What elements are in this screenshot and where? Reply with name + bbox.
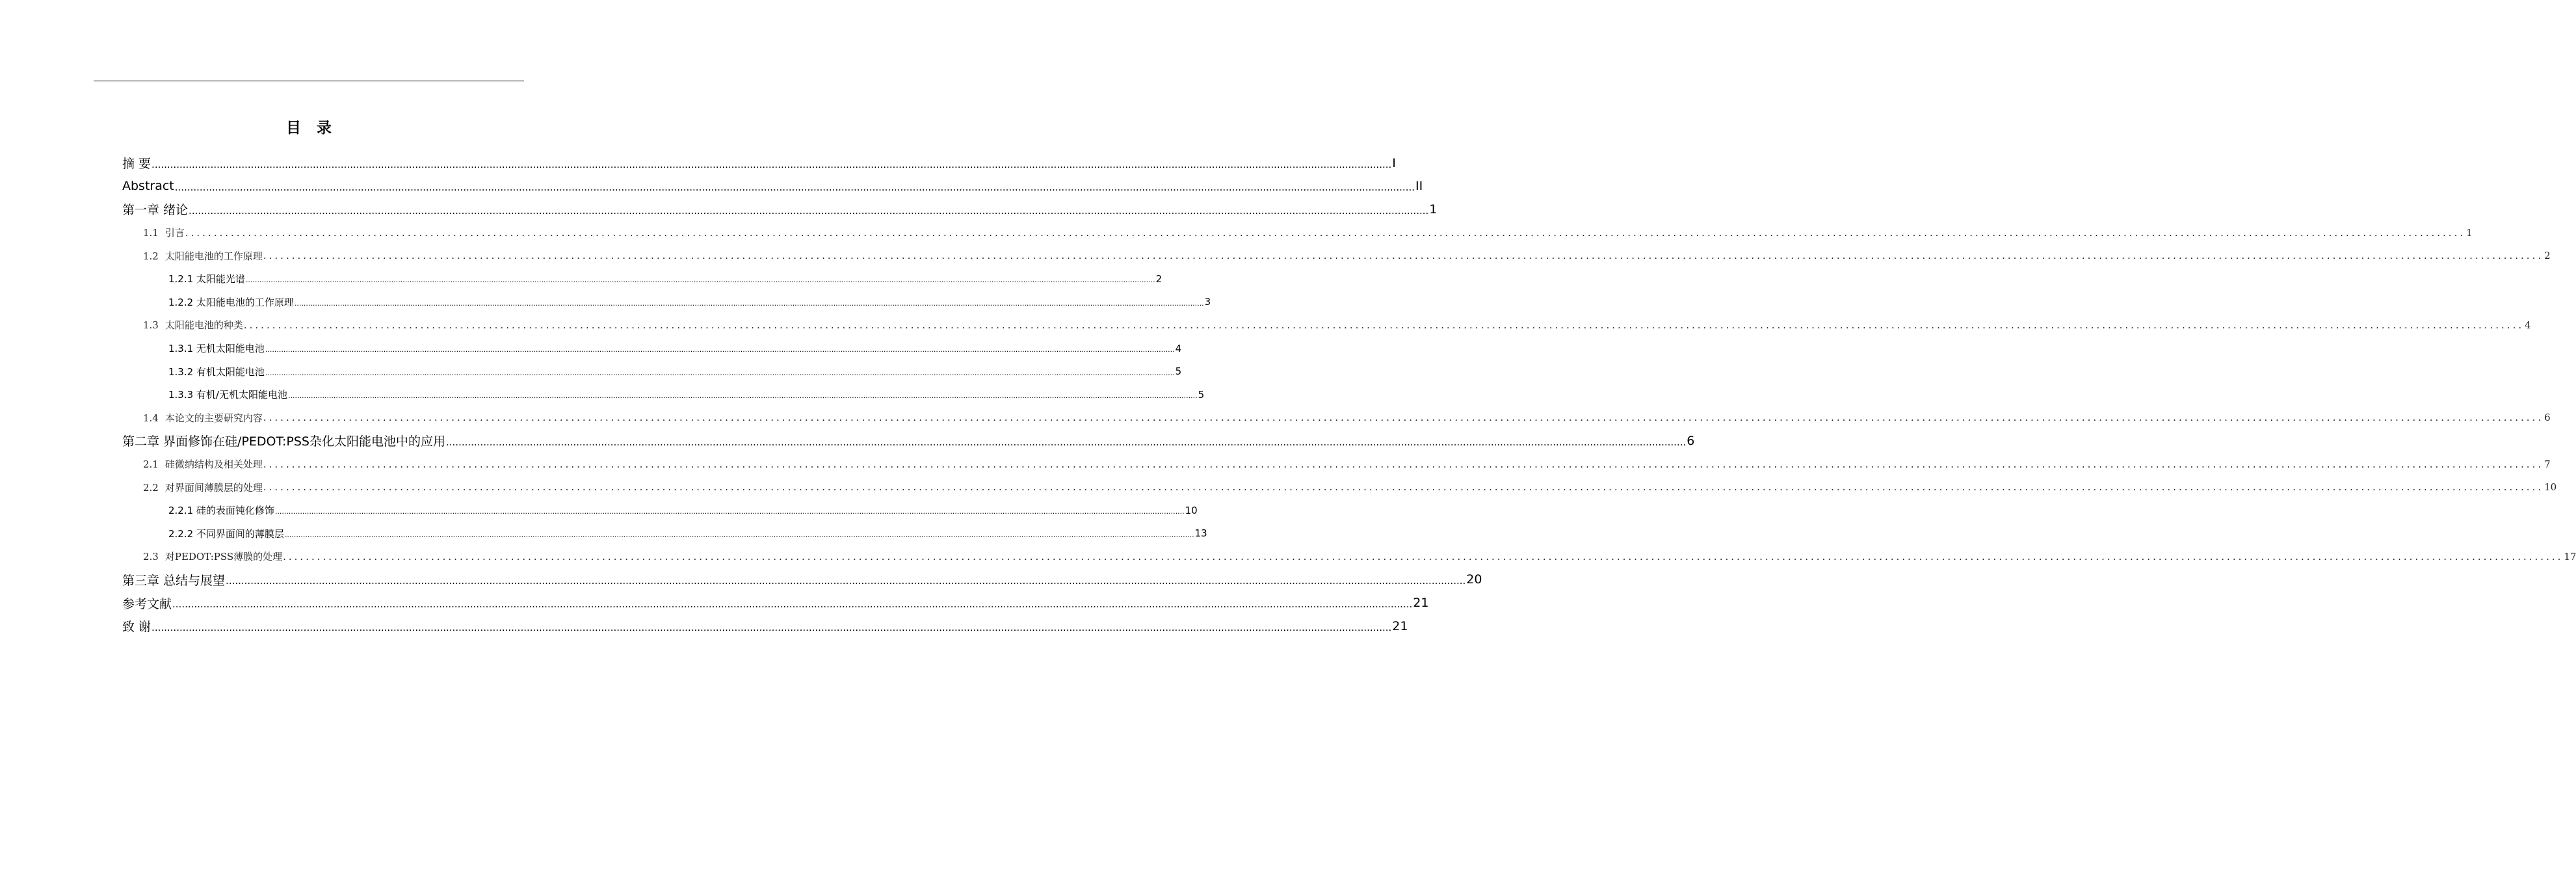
toc-page-number: 2: [1155, 272, 1163, 285]
dot-leader: ................................................................................................................................................................................................................................................................................................................................................................................................................: [263, 458, 2544, 470]
toc-entry-label: 硅微纳结构及相关处理: [164, 458, 263, 471]
dot-leader: ................................................................................................................................................................................................................................................................................................................................................................................................................: [172, 598, 1413, 611]
toc-entry-title: [143, 318, 243, 332]
toc-entry[interactable]: [122, 545, 2576, 568]
toc-entry-title: 第一章 绪论: [122, 203, 189, 218]
toc-entry-title: [143, 249, 263, 263]
toc-page-number: 6: [1687, 433, 1695, 448]
dot-leader: ................................................................................................................................................................................................................................................................................................................................................................................................................: [284, 530, 1194, 539]
toc-entry[interactable]: [122, 152, 1396, 175]
toc-page-number: 2: [2544, 250, 2551, 262]
table-of-contents: [122, 152, 2576, 637]
toc-page-number: 21: [1392, 618, 1408, 633]
toc-page-number: 3: [1204, 296, 1211, 308]
toc-entry-label: 对PEDOT:PSS薄膜的处理: [164, 551, 283, 563]
toc-entry[interactable]: [122, 591, 1429, 615]
dot-leader: ................................................................................................................................................................................................................................................................................................................................................................................................................: [265, 368, 1175, 377]
dot-leader: ................................................................................................................................................................................................................................................................................................................................................................................................................: [151, 621, 1392, 633]
toc-entry-title: 2.2.1 硅的表面钝化修饰: [168, 505, 274, 517]
toc-page-number: 6: [2544, 412, 2551, 424]
dot-leader: ................................................................................................................................................................................................................................................................................................................................................................................................................: [151, 158, 1392, 170]
toc-entry[interactable]: [122, 475, 2557, 499]
toc-page-number: 1: [2466, 226, 2473, 239]
dot-leader: ................................................................................................................................................................................................................................................................................................................................................................................................................: [288, 391, 1198, 401]
toc-entry[interactable]: [122, 522, 1207, 546]
toc-entry-title: 第二章 界面修饰在硅/PEDOT:PSS杂化太阳能电池中的应用: [122, 434, 445, 449]
toc-entry-label: 太阳能电池的工作原理: [164, 250, 263, 262]
toc-entry[interactable]: [122, 383, 1205, 406]
toc-page-number: 5: [1175, 365, 1182, 378]
toc-page-number: 1: [1429, 202, 1438, 217]
toc-entry[interactable]: [122, 291, 1211, 314]
toc-page-number: 4: [1175, 342, 1182, 354]
dot-leader: ................................................................................................................................................................................................................................................................................................................................................................................................................: [243, 319, 2525, 331]
page-title: [0, 116, 618, 137]
toc-page-number: 21: [1413, 596, 1429, 611]
dot-leader: ................................................................................................................................................................................................................................................................................................................................................................................................................: [226, 575, 1466, 587]
toc-entry-number: 1.3: [143, 319, 159, 332]
toc-entry-title: [143, 457, 263, 471]
toc-entry[interactable]: [122, 499, 1198, 522]
dot-leader: ................................................................................................................................................................................................................................................................................................................................................................................................................: [174, 181, 1415, 194]
toc-entry-title: 1.3.3 有机/无机太阳能电池: [168, 389, 287, 401]
toc-entry[interactable]: [122, 568, 1482, 592]
toc-entry-number: 1.1: [143, 227, 159, 239]
toc-entry[interactable]: [122, 313, 2531, 337]
toc-entry-title: 1.3.1 无机太阳能电池: [168, 343, 265, 355]
toc-entry-number: 2.3: [143, 551, 159, 563]
toc-page-number: I: [1392, 155, 1396, 170]
toc-entry-title: [143, 481, 263, 494]
toc-entry-title: 1.2.2 太阳能电池的工作原理: [168, 296, 294, 308]
toc-entry-title: 摘 要: [122, 157, 151, 172]
dot-leader: ................................................................................................................................................................................................................................................................................................................................................................................................................: [263, 250, 2544, 262]
toc-entry[interactable]: [122, 221, 2473, 245]
toc-entry-number: 1.4: [143, 412, 159, 424]
toc-entry-title: Abstract: [122, 179, 174, 194]
toc-entry-label: 引言: [164, 227, 185, 239]
dot-leader: ................................................................................................................................................................................................................................................................................................................................................................................................................: [265, 345, 1175, 354]
dot-leader: ................................................................................................................................................................................................................................................................................................................................................................................................................: [446, 436, 1687, 448]
toc-entry[interactable]: [122, 198, 1438, 221]
toc-entry[interactable]: [122, 615, 1408, 638]
toc-entry-label: 本论文的主要研究内容: [164, 412, 263, 424]
toc-page-number: 5: [1198, 388, 1205, 401]
toc-entry-title: [143, 411, 263, 425]
toc-page-number: 20: [1466, 572, 1482, 587]
dot-leader: ................................................................................................................................................................................................................................................................................................................................................................................................................: [283, 550, 2564, 563]
dot-leader: ................................................................................................................................................................................................................................................................................................................................................................................................................: [294, 298, 1204, 308]
toc-entry-title: 2.2.2 不同界面间的薄膜层: [168, 527, 284, 540]
toc-page-number: 13: [1194, 527, 1207, 540]
dot-leader: ................................................................................................................................................................................................................................................................................................................................................................................................................: [185, 226, 2466, 239]
toc-entry[interactable]: [122, 337, 1182, 360]
toc-entry[interactable]: [122, 406, 2551, 430]
dot-leader: ................................................................................................................................................................................................................................................................................................................................................................................................................: [189, 204, 1429, 217]
toc-page-number: 17: [2564, 550, 2576, 563]
toc-page-number: 10: [2544, 481, 2557, 494]
toc-entry-title: [143, 550, 282, 563]
toc-entry-label: 太阳能电池的种类: [164, 319, 243, 332]
toc-entry-title: [143, 226, 185, 239]
toc-entry[interactable]: [122, 267, 1163, 291]
toc-page-number: 7: [2544, 458, 2551, 470]
dot-leader: ................................................................................................................................................................................................................................................................................................................................................................................................................: [245, 276, 1155, 285]
toc-entry[interactable]: [122, 244, 2551, 267]
toc-entry[interactable]: [122, 360, 1182, 383]
toc-entry-label: 对界面间薄膜层的处理: [164, 481, 263, 494]
toc-page-number: 4: [2525, 319, 2531, 331]
toc-entry-title: 1.2.1 太阳能光谱: [168, 273, 245, 285]
dot-leader: ................................................................................................................................................................................................................................................................................................................................................................................................................: [263, 481, 2544, 494]
toc-entry[interactable]: [122, 429, 1695, 453]
toc-entry-number: 1.2: [143, 250, 159, 262]
toc-entry-number: 2.2: [143, 481, 159, 494]
dot-leader: ................................................................................................................................................................................................................................................................................................................................................................................................................: [274, 507, 1185, 516]
toc-entry-title: 参考文献: [122, 596, 172, 611]
toc-entry-title: 第三章 总结与展望: [122, 573, 226, 588]
title-char-1: 目: [286, 120, 301, 137]
toc-page-number: II: [1415, 179, 1423, 194]
toc-entry-number: 2.1: [143, 458, 159, 471]
toc-entry-title: 致 谢: [122, 620, 151, 635]
toc-entry[interactable]: [122, 453, 2551, 476]
toc-entry-title: 1.3.2 有机太阳能电池: [168, 365, 265, 378]
toc-entry[interactable]: [122, 175, 1423, 198]
toc-page-number: 10: [1185, 504, 1198, 516]
title-char-2: 录: [317, 120, 332, 137]
dot-leader: ................................................................................................................................................................................................................................................................................................................................................................................................................: [263, 412, 2544, 424]
